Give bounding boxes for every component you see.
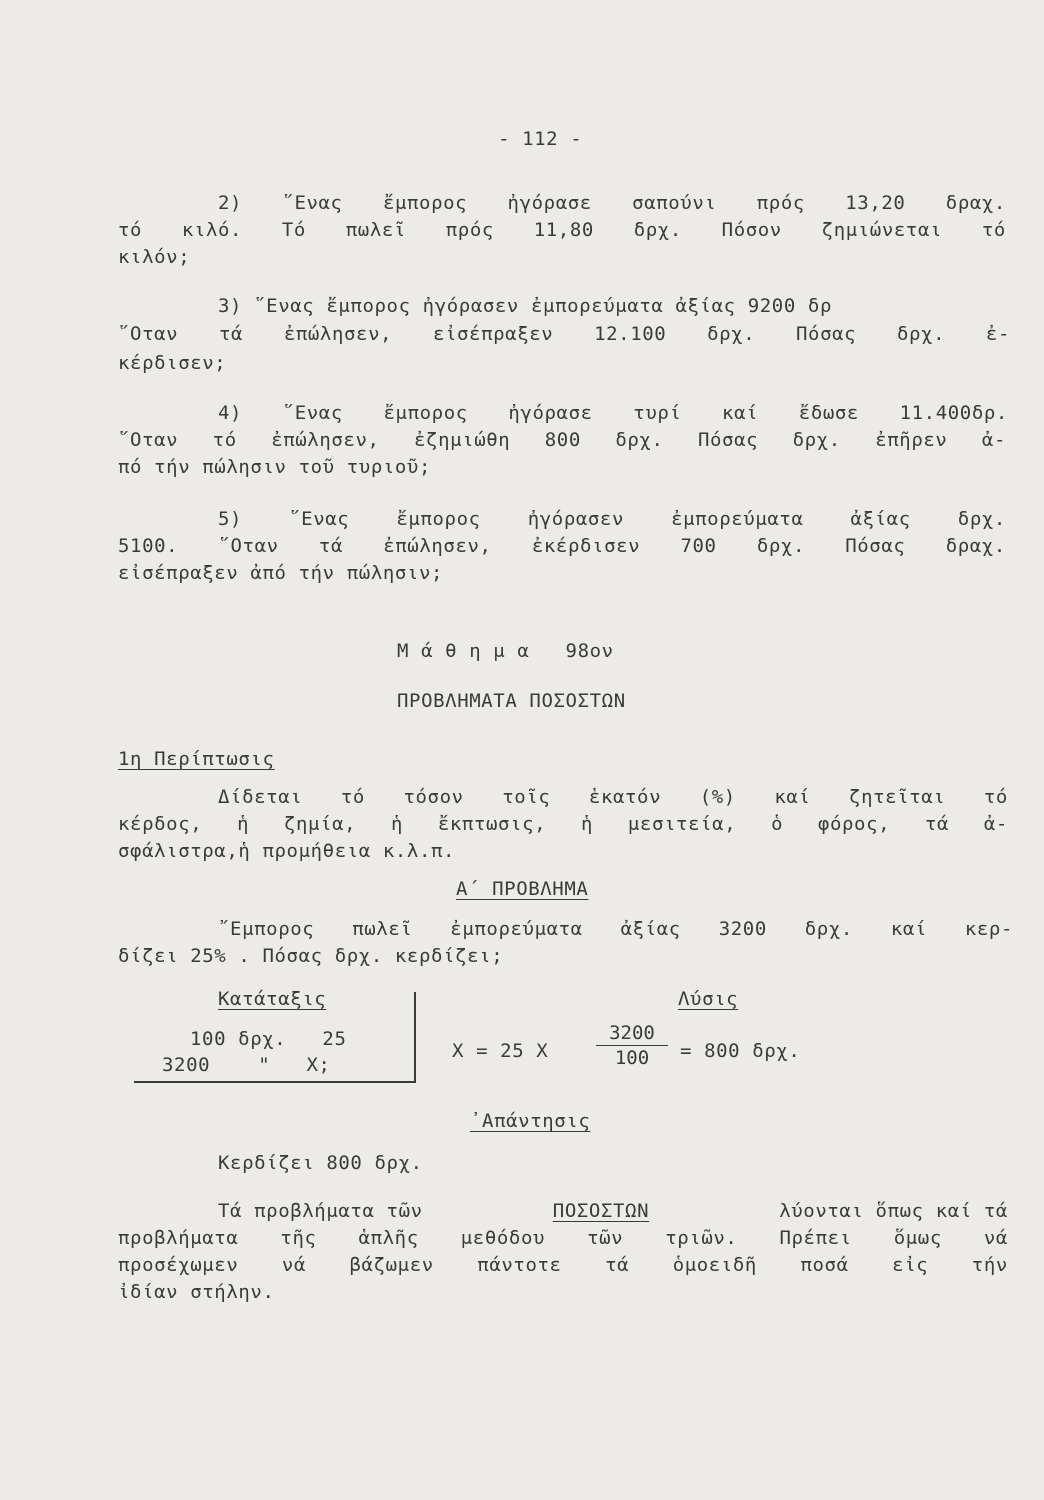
fraction-bar bbox=[596, 1045, 668, 1046]
closing-post: λύονται ὅπως καί τά bbox=[779, 1200, 1008, 1222]
problem-3-line-1: 3) ῞Ενας ἔμπορος ἠγόρασεν ἐμπορεύματα ἀξίας 9200 δρ bbox=[218, 295, 832, 317]
katataxis-vertical-rule bbox=[414, 992, 416, 1082]
lesson-subtitle: ΠΡΟΒΛΗΜΑΤΑ ΠΟΣΟΣΤΩΝ bbox=[397, 690, 626, 712]
case-line-1: Δίδεται τό τόσον τοῖς ἑκατόν (%) καί ζητεῖται τό bbox=[218, 786, 1008, 808]
problem-2-line-3: κιλόν; bbox=[118, 246, 191, 268]
problem-3-line-3: κέρδισεν; bbox=[118, 352, 227, 374]
problem-4-line-3: πό τήν πώλησιν τοῦ τυριοῦ; bbox=[118, 456, 432, 478]
closing-line-2: προβλήματα τῆς ἁπλῆς μεθόδου τῶν τριῶν. Πρέπει ὅμως νά bbox=[118, 1227, 1008, 1249]
closing-pre: Τά προβλήματα τῶν bbox=[218, 1200, 423, 1222]
problem-5-line-3: εἰσέπραξεν ἀπό τήν πώλησιν; bbox=[118, 562, 444, 584]
katataxis-bottom-rule bbox=[134, 1081, 416, 1083]
closing-line-4: ἰδίαν στήλην. bbox=[118, 1281, 275, 1303]
answer-text: Κερδίζει 800 δρχ. bbox=[218, 1152, 423, 1174]
problem-a-line-1: ῎Εμπορος πωλεῖ ἐμπορεύματα ἀξίας 3200 δρχ. καί κερ- bbox=[218, 918, 1013, 940]
problem-2-line-2: τό κιλό. Τό πωλεῖ πρός 11,80 δρχ. Πόσον ζημιώνεται τό bbox=[118, 219, 1006, 241]
problem-4-line-1: 4) ῞Ενας ἔμπορος ἠγόρασε τυρί καί ἔδωσε 11.400δρ. bbox=[218, 402, 1008, 424]
problem-3-line-2: ῞Οταν τά ἐπώλησεν, εἰσέπραξεν 12.100 δρχ. Πόσας δρχ. ἐ- bbox=[118, 323, 1010, 345]
katataxis-heading: Κατάταξις bbox=[218, 988, 327, 1010]
lysis-heading: Λύσις bbox=[678, 988, 739, 1010]
closing-line-1 bbox=[218, 1200, 1008, 1222]
katataxis-row-1: 100 δρχ. 25 bbox=[190, 1028, 347, 1050]
problem-2-line-1: 2) ῞Ενας ἔμπορος ἠγόρασε σαπούνι πρός 13,20 δραχ. bbox=[218, 192, 1006, 214]
katataxis-row-2: 3200 " X; bbox=[162, 1054, 331, 1076]
case-line-2: κέρδος, ἡ ζημία, ἡ ἔκπτωσις, ἡ μεσιτεία, ὁ φόρος, τά ἀ- bbox=[118, 813, 1008, 835]
lysis-numerator: 3200 bbox=[609, 1022, 655, 1044]
case-heading: 1η Περίπτωσις bbox=[118, 748, 275, 770]
lysis-rhs: = 800 δρχ. bbox=[680, 1040, 801, 1062]
lysis-fraction bbox=[596, 1022, 668, 1069]
case-line-3: σφάλιστρα,ἡ προμήθεια κ.λ.π. bbox=[118, 840, 456, 862]
problem-a-line-2: δίζει 25% . Πόσας δρχ. κερδίζει; bbox=[118, 945, 504, 967]
problem-5-line-2: 5100. ῞Οταν τά ἐπώλησεν, ἐκέρδισεν 700 δρχ. Πόσας δραχ. bbox=[118, 535, 1006, 557]
answer-heading: ᾿Απάντησις bbox=[470, 1110, 591, 1132]
lysis-lhs: X = 25 X bbox=[452, 1040, 549, 1062]
closing-keyword: ΠΟΣΟΣΤΩΝ bbox=[552, 1200, 650, 1222]
lysis-denominator: 100 bbox=[614, 1047, 650, 1069]
problem-4-line-2: ῞Οταν τό ἐπώλησεν, ἐζημιώθη 800 δρχ. Πόσας δρχ. ἐπῆρεν ἀ- bbox=[118, 429, 1006, 451]
page-number: - 112 - bbox=[498, 128, 583, 150]
problem-heading: Α΄ ΠΡΟΒΛΗΜΑ bbox=[456, 878, 589, 900]
problem-5-line-1: 5) ῞Ενας ἔμπορος ἠγόρασεν ἐμπορεύματα ἀξίας δρχ. bbox=[218, 508, 1006, 530]
closing-line-3: προσέχωμεν νά βάζωμεν πάντοτε τά ὁμοειδῆ ποσά εἰς τήν bbox=[118, 1254, 1008, 1276]
lesson-title: Μ ά θ η μ α 98ον bbox=[397, 640, 614, 662]
